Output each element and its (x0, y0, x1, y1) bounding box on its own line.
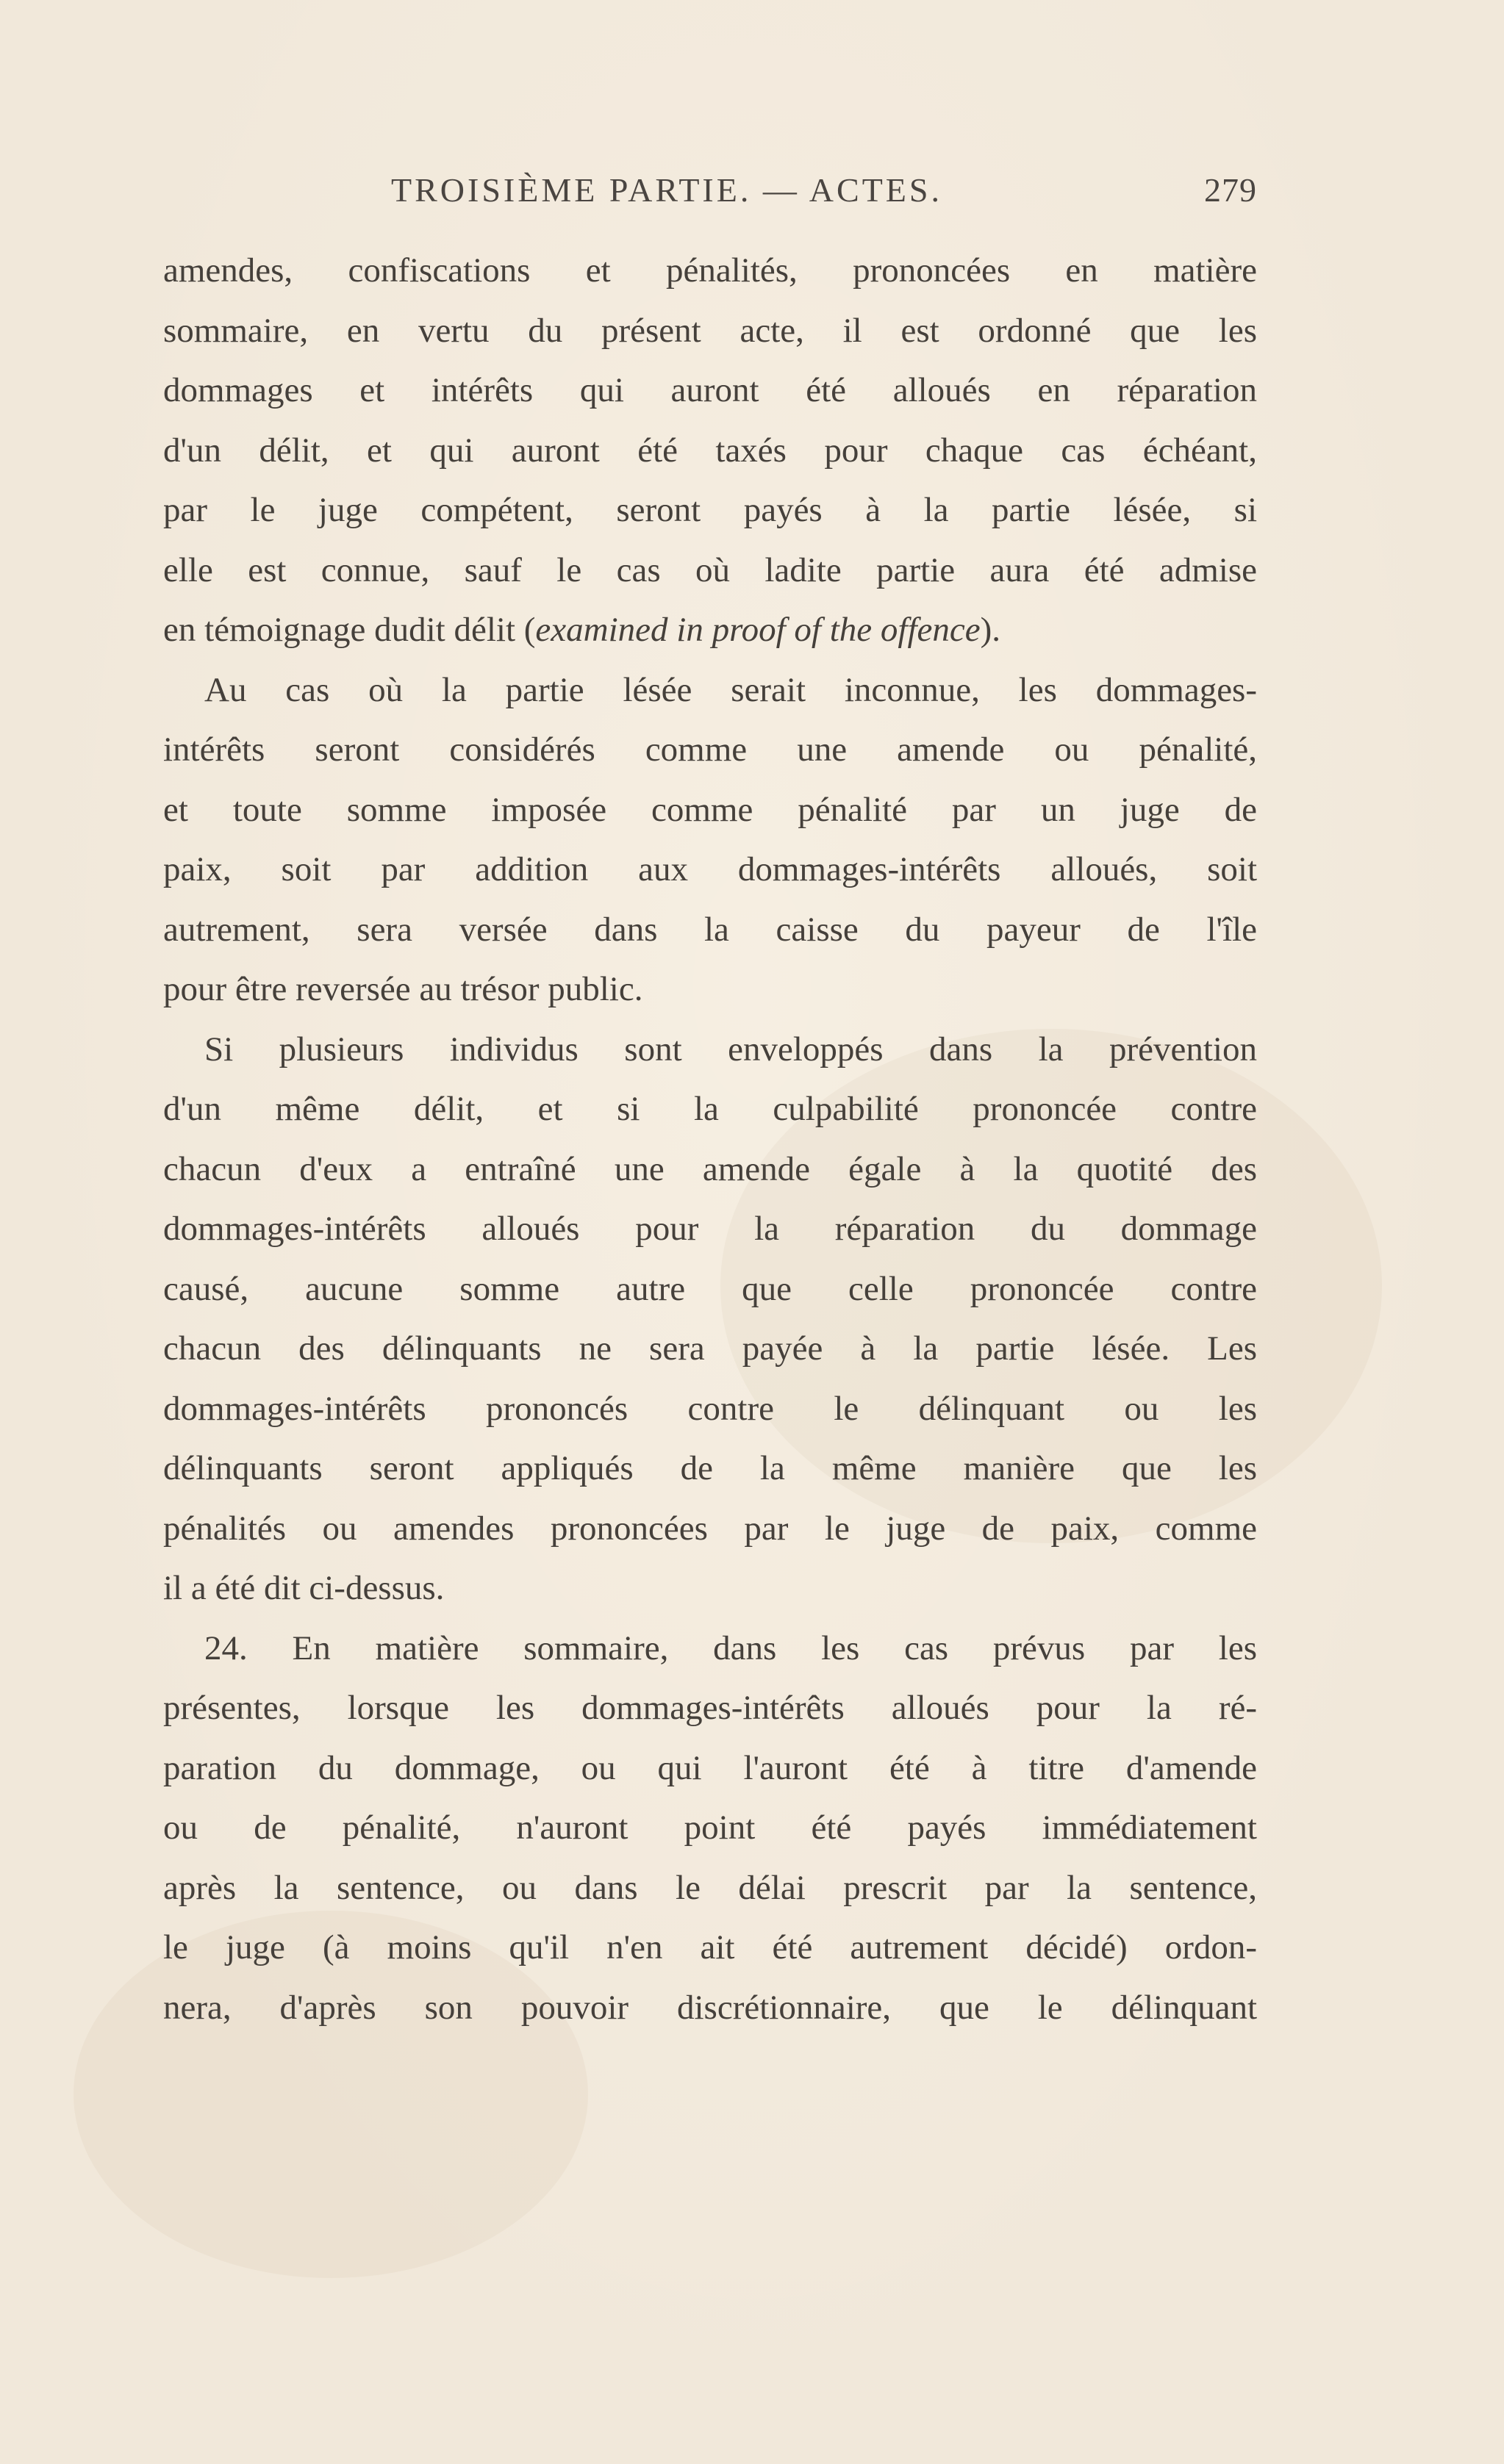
text-line: sommaire, en vertu du présent acte, il est ordonné que les (163, 311, 1257, 350)
running-head (162, 170, 1257, 222)
text-line: ou de pénalité, n'auront point été payés immédiatement (163, 1809, 1257, 1847)
text-line: amendes, confiscations et pénalités, prononcées en matière (163, 251, 1257, 290)
paragraph-last-line: pour être reversée au trésor public. (163, 970, 643, 1008)
page-number: 279 (1204, 171, 1257, 209)
text-line: par le juge compétent, seront payés à la partie lésée, si (163, 491, 1257, 529)
running-head-title: TROISIÈME PARTIE. — ACTES. (391, 171, 942, 209)
text-segment: ). (980, 611, 1000, 649)
text-line: présentes, lorsque les dommages-intérêts alloués pour la ré- (163, 1689, 1257, 1727)
text-line: dommages et intérêts qui auront été alloués en réparation (163, 371, 1257, 409)
italic-phrase: examined in proof of the offence (535, 611, 981, 649)
text-line: elle est connue, sauf le cas où ladite partie aura été admise (163, 550, 1257, 589)
text-line: d'un même délit, et si la culpabilité prononcée contre (163, 1090, 1257, 1128)
paragraph-last-line: il a été dit ci-dessus. (163, 1569, 445, 1607)
text-line: chacun d'eux a entraîné une amende égale à la quotité des (163, 1149, 1257, 1188)
article-first-line: 24. En matière sommaire, dans les cas prévus par les (204, 1628, 1257, 1667)
text-line: paix, soit par addition aux dommages-intérêts alloués, soit (163, 850, 1257, 888)
text-line: dommages-intérêts alloués pour la réparation du dommage (163, 1210, 1257, 1248)
text-line: le juge (à moins qu'il n'en ait été autrement décidé) ordon- (163, 1928, 1257, 1966)
text-line: nera, d'après son pouvoir discrétionnaire, que le délinquant (163, 1988, 1257, 2027)
text-segment: en témoignage dudit délit ( (163, 611, 536, 649)
text-line: intérêts seront considérés comme une amende ou pénalité, (163, 730, 1257, 769)
text-line: paration du dommage, ou qui l'auront été à titre d'amende (163, 1748, 1257, 1787)
text-line: dommages-intérêts prononcés contre le délinquant ou les (163, 1389, 1257, 1428)
text-line: délinquants seront appliqués de la même manière que les (163, 1449, 1257, 1487)
text-line-with-italic (163, 600, 1257, 661)
body-text (163, 241, 1257, 2038)
paragraph-first-line: Si plusieurs individus sont enveloppés dans la prévention (204, 1030, 1257, 1068)
text-line: pénalités ou amendes prononcées par le juge de paix, comme (163, 1509, 1257, 1548)
text-line: autrement, sera versée dans la caisse du payeur de l'île (163, 910, 1257, 949)
paragraph-first-line: Au cas où la partie lésée serait inconnue, les dommages- (204, 670, 1257, 709)
text-line: et toute somme imposée comme pénalité par un juge de (163, 790, 1257, 829)
text-line: après la sentence, ou dans le délai prescrit par la sentence, (163, 1868, 1257, 1907)
text-line: d'un délit, et qui auront été taxés pour chaque cas échéant, (163, 431, 1257, 470)
text-line: chacun des délinquants ne sera payée à la partie lésée. Les (163, 1329, 1257, 1368)
text-line: causé, aucune somme autre que celle prononcée contre (163, 1269, 1257, 1308)
